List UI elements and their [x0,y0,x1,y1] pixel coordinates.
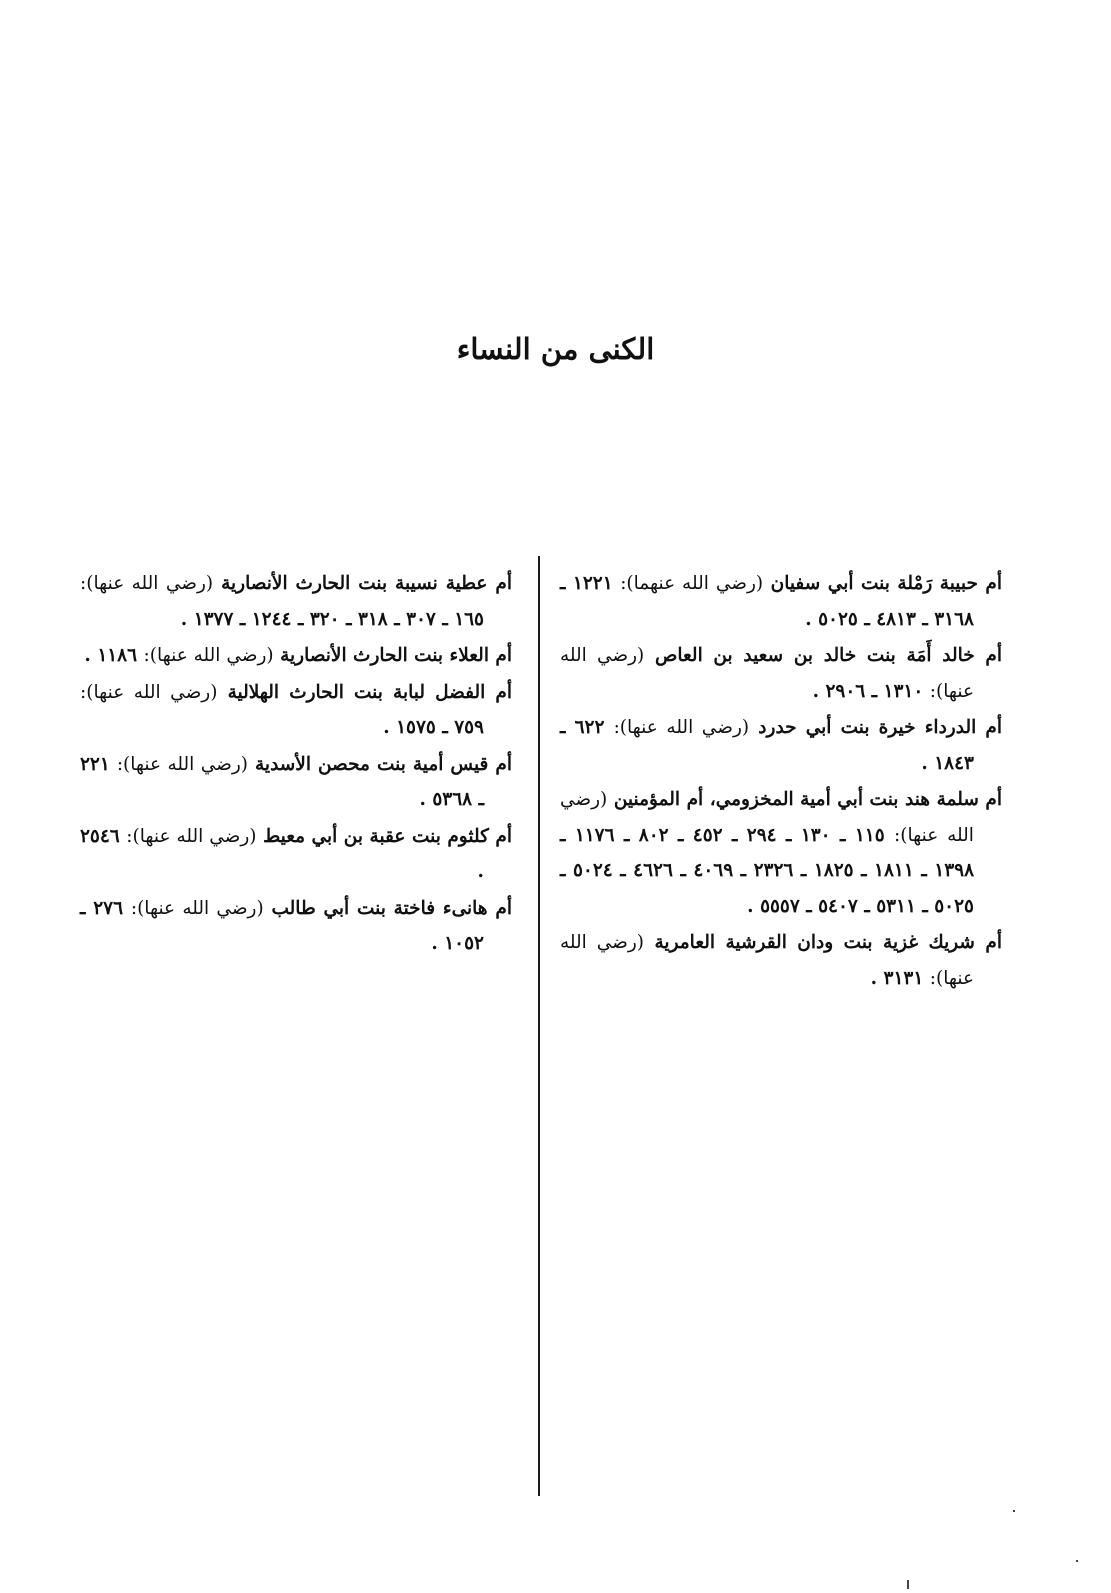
index-entry [560,638,1002,709]
entry-name: أم الفضل لبابة بنت الحارث الهلالية [227,681,512,703]
entry-references: ٢٢١ ـ ٥٣٦٨ . [80,753,484,810]
entry-prayer: (رضي الله عنها): [613,717,750,738]
entry-references: ٧٥٩ ـ ١٥٧٥ . [383,717,484,738]
page-title: الكنى من النساء [456,332,655,366]
entry-name: أم العلاء بنت الحارث الأنصارية [280,645,512,666]
index-entry [560,782,1002,924]
index-column-right [560,566,1002,997]
scan-speck [907,1580,909,1589]
entry-prayer: (رضي الله عنهما): [620,573,764,594]
entry-references: ٣١٣١ . [870,967,924,989]
index-entry [560,710,1002,781]
entry-references: ٢٧٦ ـ ١٠٥٢ . [80,897,484,954]
index-entry [560,925,1002,996]
entry-references: ١١٨٦ . [84,645,138,666]
entry-prayer: (رضي الله عنها): [130,897,264,919]
entry-name: أم الدرداء خيرة بنت أبي حدرد [758,717,1002,738]
entry-name: أم حبيبة رَمْلة بنت أبي سفيان [770,573,1002,594]
entry-name: أم كلثوم بنت عقبة بن أبي معيط [263,825,512,847]
entry-prayer: (رضي الله عنها): [560,932,974,989]
index-entry [560,566,1002,637]
scan-speck [1013,1510,1015,1512]
entry-prayer: (رضي الله عنها): [126,825,257,847]
index-entry [80,819,512,890]
entry-name: أم قيس أمية بنت محصن الأسدية [255,753,512,775]
entry-references: ١٣١٠ ـ ٢٩٠٦ . [812,680,924,702]
entry-name: أم عطية نسيبة بنت الحارث الأنصارية [221,573,512,594]
entry-prayer: (رضي الله عنها): [143,645,274,666]
entry-name: أم سلمة هند بنت أبي أمية المخزومي، أم المؤمنين [613,789,1002,810]
entry-references: ١٦٥ ـ ٣٠٧ ـ ٣١٨ ـ ٣٢٠ ـ ١٢٤٤ ـ ١٣٧٧ . [180,608,484,630]
column-divider [538,556,540,1496]
index-entry [80,747,512,818]
entry-name: أم شريك غزية بنت ودان القرشية العامرية [654,932,1002,953]
entry-prayer: (رضي الله عنها): [560,789,974,846]
entry-prayer: (رضي الله عنها): [80,573,214,594]
entry-references: ١٢٢١ ـ ٣١٦٨ ـ ٤٨١٣ ـ ٥٠٢٥ . [560,573,974,630]
index-entry [80,675,512,746]
index-column-left [80,566,512,963]
entry-references: ١١٥ ـ ١٣٠ ـ ٢٩٤ ـ ٤٥٢ ـ ٨٠٢ ـ ١١٧٦ ـ ١٣٩٨ ـ ١٨١١ ـ ١٨٢٥ ـ ٢٣٢٦ ـ ٤٠٦٩ ـ ٤٦٢٦ ـ ٥٠٢٤ ـ ٥٠٢٥ ـ ٥٣١١ ـ ٥٤٠٧ ـ ٥٥٥٧ . [560,824,975,917]
index-entry [80,566,512,637]
entry-name: أم خالد أَمَة بنت خالد بن سعيد بن العاص [655,645,1002,666]
index-entry [80,891,512,962]
entry-references: ٢٥٤٦ . [80,825,484,882]
scan-speck [1076,1560,1078,1562]
entry-prayer: (رضي الله عنها): [80,681,218,703]
entry-name: أم هانىء فاختة بنت أبي طالب [271,897,512,919]
entry-references: ٦٢٢ ـ ١٨٤٣ . [560,717,974,774]
index-entry [80,638,512,674]
entry-prayer: (رضي الله عنها): [560,645,974,702]
entry-prayer: (رضي الله عنها): [116,753,249,775]
